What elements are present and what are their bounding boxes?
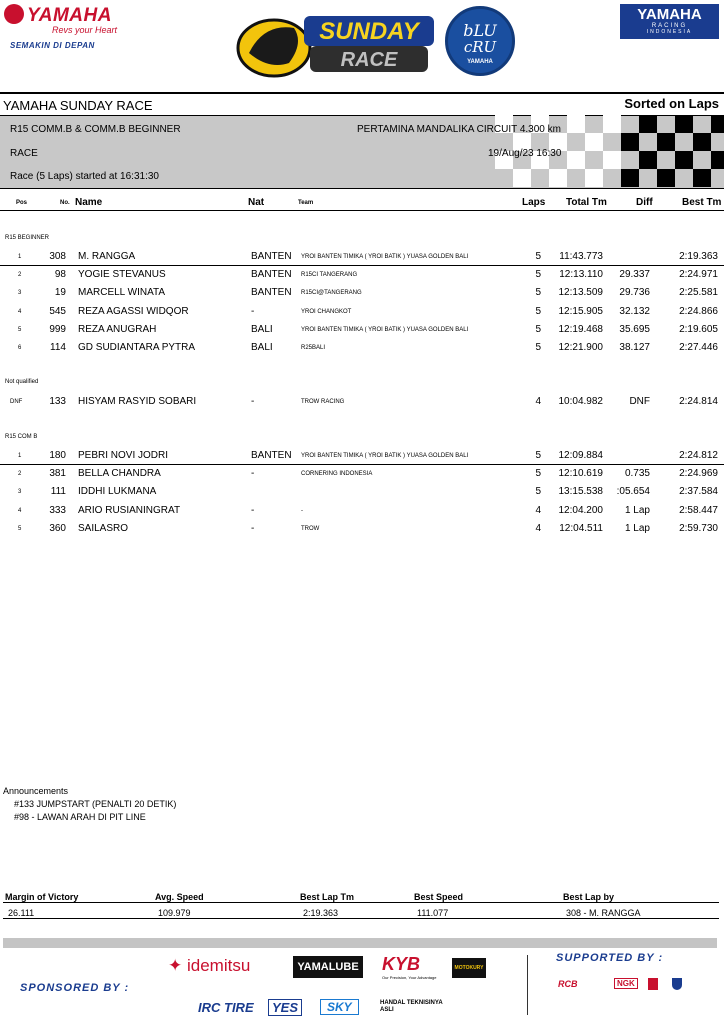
section-label: Not qualified [5, 379, 39, 385]
circuit-name: PERTAMINA MANDALIKA CIRCUIT 4.300 km [357, 124, 561, 135]
yamaha-racing-country: INDONESIA [646, 29, 693, 35]
row-best-time: 2:37.584 [679, 486, 718, 498]
row-name: MARCELL WINATA [78, 287, 166, 299]
kyb-text: KYB [382, 954, 421, 974]
idemitsu-logo [168, 956, 250, 976]
row-name: YOGIE STEVANUS [78, 269, 166, 281]
blucru-text-2: cRU [463, 38, 497, 56]
row-nat: BANTEN [251, 287, 292, 299]
sky-logo: SKY [320, 999, 359, 1015]
row-name: HISYAM RASYID SOBARI [78, 396, 197, 407]
row-total-time: 12:13.509 [558, 287, 603, 299]
row-best-time: 2:24.969 [679, 468, 718, 480]
best-speed-label: Best Speed [414, 892, 464, 902]
margin-label: Margin of Victory [5, 892, 79, 902]
best-speed-value: 111.077 [417, 908, 449, 918]
best-lap-label: Best Lap Tm [300, 892, 355, 902]
row-name: M. RANGGA [78, 251, 136, 262]
row-separator [0, 265, 724, 266]
col-best: Best Tm [682, 197, 722, 208]
supporter-shield-icon [672, 978, 682, 990]
row-separator [0, 464, 724, 465]
row-diff: 38.127 [619, 342, 650, 353]
sunday-logo-text: SUNDAY [319, 18, 419, 45]
col-pos: Pos [16, 200, 28, 206]
row-pos: DNF [10, 399, 23, 405]
avg-speed-value: 109.979 [158, 908, 191, 918]
col-team: Team [298, 200, 314, 206]
yamaha-emblem-icon [4, 4, 24, 24]
row-number: 999 [49, 323, 66, 335]
row-number: 308 [49, 251, 66, 262]
table-row [0, 520, 724, 538]
row-name: SAILASRO [78, 522, 129, 534]
supporter-badge-icon [648, 978, 658, 990]
best-lap-value: 2:19.363 [303, 908, 339, 918]
handal-logo: HANDAL TEKNISINYA ASLI [380, 1000, 443, 1013]
row-name: REZA AGASSI WIDQOR [78, 305, 189, 317]
yamaha-logo [4, 4, 130, 50]
announcement-line: #98 - LAWAN ARAH DI PIT LINE [14, 812, 146, 822]
race-logo-text: RACE [340, 49, 398, 71]
row-number: 114 [50, 342, 66, 353]
class-name: R15 COMM.B & COMM.B BEGINNER [10, 124, 181, 135]
row-total-time: 12:13.110 [559, 269, 603, 281]
row-best-time: 2:19.605 [679, 323, 718, 335]
yamaha-racing-sub: RACING [651, 23, 688, 29]
row-laps: 5 [535, 486, 541, 498]
kyb-tagline: Our Precision, Your Advantage [382, 975, 437, 980]
row-laps: 4 [535, 522, 541, 534]
row-number: 180 [49, 450, 66, 461]
row-laps: 5 [535, 323, 541, 335]
row-team: R15CI TANGERANG [301, 272, 358, 279]
row-total-time: 12:21.900 [558, 342, 603, 353]
idemitsu-flame-icon: ✦ [168, 956, 183, 975]
yamaha-racing-text: YAMAHA [637, 6, 702, 23]
best-lap-by-value: 308 - M. RANGGA [566, 908, 641, 918]
row-total-time: 13:15.538 [558, 486, 603, 498]
row-best-time: 2:58.447 [679, 504, 718, 516]
row-nat: BALI [251, 342, 273, 353]
row-total-time: 11:43.773 [559, 251, 603, 262]
table-row [0, 284, 724, 302]
row-team: R25BALI [301, 345, 326, 351]
row-pos: 2 [18, 471, 22, 478]
row-diff: 35.695 [619, 323, 650, 335]
row-number: 381 [49, 468, 66, 480]
row-team: YROI BANTEN TIMIKA ( YROI BATIK ) YUASA GOLDEN BALI [301, 453, 469, 459]
row-nat: - [251, 305, 255, 317]
best-lap-by-label: Best Lap by [563, 892, 615, 902]
row-number: 360 [49, 522, 66, 534]
yes-logo: YES [268, 999, 302, 1016]
summary-rule [3, 902, 719, 903]
row-total-time: 12:10.619 [558, 468, 603, 480]
row-diff: 0.735 [624, 468, 650, 480]
table-row [0, 321, 724, 339]
row-number: 133 [49, 396, 66, 407]
row-best-time: 2:24.812 [679, 450, 718, 461]
row-name: GD SUDIANTARA PYTRA [78, 342, 196, 353]
row-team: TROW RACING [301, 399, 345, 405]
row-nat: - [251, 504, 255, 516]
yamaha-racing-logo [620, 4, 719, 39]
row-diff: :05.654 [616, 486, 650, 498]
row-best-time: 2:59.730 [679, 522, 718, 534]
row-team: YROI CHANGKOT [301, 308, 352, 315]
table-row [0, 266, 724, 284]
row-nat: - [251, 522, 255, 534]
row-name: ARIO RUSIANINGRAT [78, 504, 181, 516]
table-row [0, 502, 724, 520]
table-row [0, 465, 724, 483]
row-laps: 4 [535, 504, 541, 516]
row-best-time: 2:24.971 [679, 269, 718, 281]
row-best-time: 2:19.363 [679, 251, 718, 262]
row-best-time: 2:27.446 [679, 342, 718, 353]
event-title: YAMAHA SUNDAY RACE [3, 98, 153, 113]
section-label: R15 BEGINNER [5, 235, 50, 241]
row-team: YROI BANTEN TIMIKA ( YROI BATIK ) YUASA GOLDEN BALI [301, 254, 469, 260]
row-diff: 29.736 [619, 287, 650, 299]
row-name: IDDHI LUKMANA [78, 486, 157, 498]
header-rule [0, 210, 724, 211]
sponsor-divider [527, 955, 528, 1015]
row-name: PEBRI NOVI JODRI [78, 450, 169, 461]
blucru-logo [445, 6, 515, 76]
row-total-time: 12:04.511 [559, 522, 603, 534]
row-pos: 3 [18, 489, 22, 496]
row-pos: 1 [18, 254, 22, 260]
row-best-time: 2:24.866 [679, 305, 718, 317]
top-rule [0, 92, 724, 94]
row-pos: 4 [18, 308, 22, 315]
row-laps: 5 [535, 269, 541, 281]
row-total-time: 10:04.982 [558, 396, 603, 407]
row-diff: DNF [629, 396, 650, 407]
yamaha-tagline: Revs your Heart [52, 25, 118, 35]
row-team: - [301, 507, 303, 514]
table-row [0, 339, 724, 357]
session-datetime: 19/Aug/23 16:30 [488, 148, 562, 159]
summary-rule [3, 918, 719, 919]
row-laps: 5 [535, 450, 541, 461]
blucru-text-3: YAMAHA [467, 59, 493, 65]
margin-value: 26.111 [8, 908, 35, 918]
ngk-logo: NGK [614, 978, 638, 989]
row-team: YROI BANTEN TIMIKA ( YROI BATIK ) YUASA GOLDEN BALI [301, 326, 469, 333]
row-best-time: 2:24.814 [679, 396, 718, 407]
row-number: 19 [54, 287, 66, 299]
row-pos: 4 [18, 507, 22, 514]
row-name: REZA ANUGRAH [78, 323, 157, 335]
sort-label: Sorted on Laps [624, 96, 719, 111]
avg-speed-label: Avg. Speed [155, 892, 204, 902]
sponsored-by-label: SPONSORED BY : [20, 982, 130, 994]
col-no: No. [60, 200, 70, 206]
table-row [0, 393, 724, 411]
row-team: R15CI@TANGERANG [301, 290, 362, 297]
start-info: Race (5 Laps) started at 16:31:30 [10, 171, 159, 182]
row-total-time: 12:15.905 [558, 305, 603, 317]
col-nat: Nat [248, 197, 265, 208]
row-pos: 5 [18, 525, 22, 532]
row-number: 545 [49, 305, 66, 317]
session-name: RACE [10, 148, 38, 159]
yamaha-wordmark: YAMAHA [27, 5, 112, 26]
motokury-logo: MOTOKURY [452, 958, 486, 978]
irc-tire-logo: IRC TIRE [198, 1000, 254, 1015]
col-diff: Diff [636, 197, 653, 208]
kyb-logo [382, 954, 446, 980]
row-nat: BANTEN [251, 450, 292, 461]
col-laps: Laps [522, 197, 546, 208]
blucru-text-1: bLU [463, 21, 497, 40]
row-number: 333 [49, 504, 66, 516]
footer-bar [3, 938, 717, 948]
row-pos: 3 [18, 290, 22, 297]
col-name: Name [75, 197, 103, 208]
sunday-race-logo [234, 8, 440, 78]
row-number: 98 [54, 269, 66, 281]
row-nat: BANTEN [251, 269, 292, 281]
row-team: CORNERING INDONESIA [301, 471, 373, 478]
row-team: TROW [301, 525, 320, 532]
row-laps: 4 [535, 396, 541, 407]
rcb-logo: RCB [558, 979, 578, 989]
row-total-time: 12:04.200 [558, 504, 603, 516]
idemitsu-text: idemitsu [186, 956, 251, 975]
table-row [0, 447, 724, 465]
row-laps: 5 [535, 251, 541, 262]
row-diff: 29.337 [619, 269, 650, 281]
row-pos: 2 [18, 272, 22, 279]
row-nat: - [251, 396, 255, 407]
row-diff: 32.132 [619, 305, 650, 317]
row-number: 111 [50, 486, 66, 498]
section-label: R15 COM B [5, 434, 38, 440]
row-laps: 5 [535, 287, 541, 299]
row-diff: 1 Lap [624, 522, 650, 534]
row-total-time: 12:09.884 [558, 450, 603, 461]
yamalube-logo: YAMALUBE [293, 956, 363, 978]
row-laps: 5 [535, 342, 541, 353]
row-nat: - [251, 468, 255, 480]
table-row [0, 303, 724, 321]
table-row [0, 248, 724, 266]
announcements-title: Announcements [3, 786, 69, 796]
row-laps: 5 [535, 468, 541, 480]
row-nat: BALI [251, 323, 273, 335]
row-pos: 5 [18, 326, 22, 333]
col-total: Total Tm [566, 197, 607, 208]
row-name: BELLA CHANDRA [78, 468, 161, 480]
row-best-time: 2:25.581 [679, 287, 718, 299]
row-nat: BANTEN [251, 251, 292, 262]
announcement-line: #133 JUMPSTART (PENALTI 20 DETIK) [14, 799, 177, 809]
supported-by-label: SUPPORTED BY : [556, 952, 664, 964]
row-laps: 5 [535, 305, 541, 317]
row-diff: 1 Lap [624, 504, 650, 516]
table-row [0, 483, 724, 501]
row-pos: 6 [18, 345, 22, 351]
yamaha-subline: SEMAKIN DI DEPAN [10, 41, 95, 50]
row-pos: 1 [18, 453, 22, 459]
row-total-time: 12:19.468 [558, 323, 603, 335]
